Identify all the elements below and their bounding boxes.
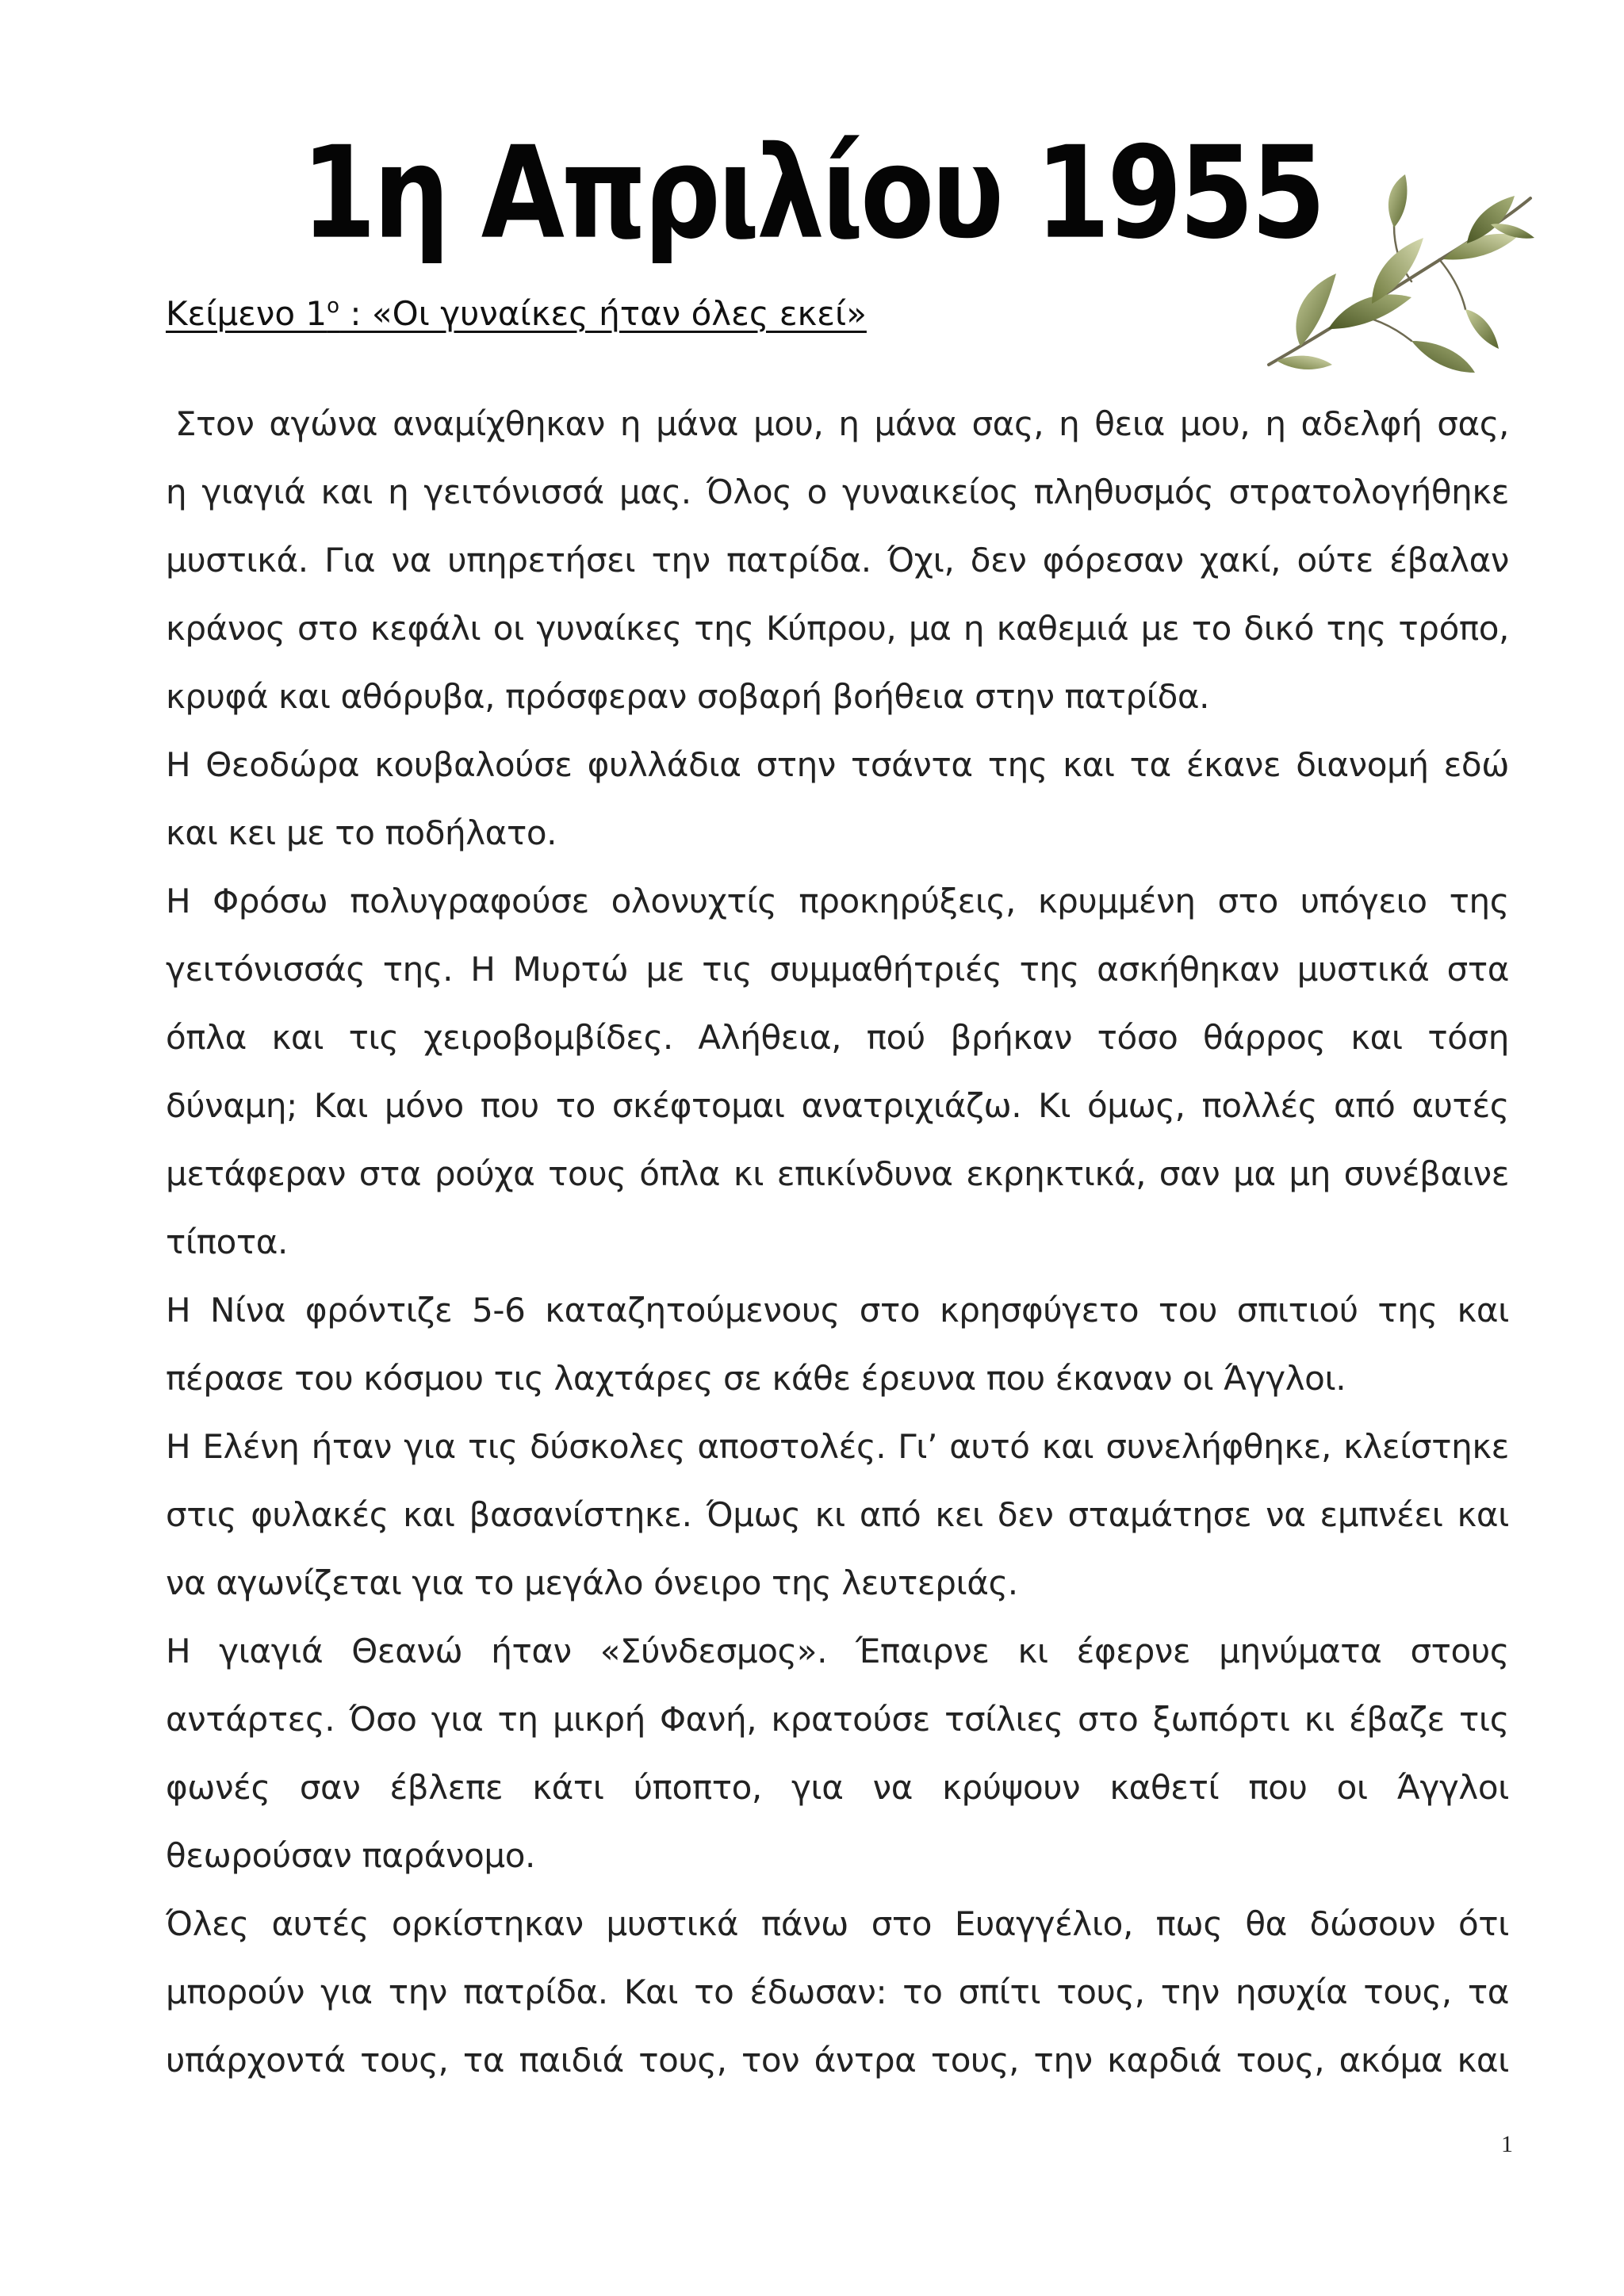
- text-heading: [166, 292, 867, 336]
- text-line: πέρασε του κόσμου τις λαχτάρες σε κάθε έρευνα που έκαναν οι Άγγλοι.: [166, 1359, 1346, 1398]
- text-line: θεωρούσαν παράνομο.: [166, 1836, 535, 1875]
- text-line: στις φυλακές και βασανίστηκε. Όμως κι από κει δεν σταμάτησε να εμπνέει και: [166, 1495, 1509, 1534]
- text-line: Η Φρόσω πολυγραφούσε ολονυχτίς προκηρύξεις, κρυμμένη στο υπόγειο της: [166, 882, 1509, 920]
- page-title: 1η Απριλίου 1955: [301, 120, 1323, 268]
- text-line: η γιαγιά και η γειτόνισσά μας. Όλος ο γυναικείος πληθυσμός στρατολογήθηκε: [166, 473, 1509, 511]
- text-line: να αγωνίζεται για το μεγάλο όνειρο της λευτεριάς.: [166, 1563, 1018, 1602]
- paragraph: [166, 1276, 1509, 1413]
- paragraph: [166, 1617, 1509, 1890]
- text-heading-prefix: Κείμενο 1: [166, 294, 327, 333]
- text-line: μυστικά. Για να υπηρετήσει την πατρίδα. Όχι, δεν φόρεσαν χακί, ούτε έβαλαν: [166, 541, 1509, 580]
- text-line: Στον αγώνα αναμίχθηκαν η μάνα μου, η μάνα σας, η θεια μου, η αδελφή σας,: [175, 404, 1509, 443]
- text-line: Όλες αυτές ορκίστηκαν μυστικά πάνω στο Ευαγγέλιο, πως θα δώσουν ότι: [166, 1904, 1509, 1943]
- text-line: γειτόνισσάς της. Η Μυρτώ με τις συμμαθήτριές της ασκήθηκαν μυστικά στα: [166, 950, 1509, 989]
- text-line: Η Θεοδώρα κουβαλούσε φυλλάδια στην τσάντα της και τα έκανε διανομή εδώ: [166, 745, 1509, 784]
- text-line: υπάρχοντά τους, τα παιδιά τους, τον άντρα τους, την καρδιά τους, ακόμα και: [166, 2041, 1509, 2080]
- paragraph: [166, 1413, 1509, 1617]
- paragraph: [166, 390, 1509, 731]
- text-heading-superscript: ο: [327, 294, 340, 318]
- text-line: τίποτα.: [166, 1223, 289, 1261]
- paragraph: [166, 867, 1509, 1276]
- text-line: δύναμη; Και μόνο που το σκέφτομαι ανατριχιάζω. Κι όμως, πολλές από αυτές: [166, 1086, 1509, 1125]
- text-line: κράνος στο κεφάλι οι γυναίκες της Κύπρου, μα η καθεμιά με το δικό της τρόπο,: [166, 609, 1509, 648]
- text-line: Η γιαγιά Θεανώ ήταν «Σύνδεσμος». Έπαιρνε κι έφερνε μηνύματα στους: [166, 1632, 1509, 1670]
- body-text: [166, 390, 1509, 2095]
- text-line: μπορούν για την πατρίδα. Και το έδωσαν: το σπίτι τους, την ησυχία τους, τα: [166, 1973, 1509, 2011]
- paragraph: [166, 731, 1509, 867]
- text-line: όπλα και τις χειροβομβίδες. Αλήθεια, πού βρήκαν τόσο θάρρος και τόση: [166, 1018, 1509, 1057]
- text-line: Η Ελένη ήταν για τις δύσκολες αποστολές. Γι’ αυτό και συνελήφθηκε, κλείστηκε: [166, 1427, 1509, 1466]
- text-line: Η Νίνα φρόντιζε 5-6 καταζητούμενους στο κρησφύγετο του σπιτιού της και: [166, 1291, 1509, 1330]
- paragraph: [166, 1890, 1509, 2095]
- text-line: φωνές σαν έβλεπε κάτι ύποπτο, για να κρύψουν καθετί που οι Άγγλοι: [166, 1768, 1509, 1807]
- text-heading-suffix: : «Οι γυναίκες ήταν όλες εκεί»: [339, 294, 867, 333]
- text-line: αντάρτες. Όσο για τη μικρή Φανή, κρατούσε τσίλιες στο ξωπόρτι κι έβαζε τις: [166, 1700, 1509, 1739]
- text-line: και κει με το ποδήλατο.: [166, 813, 557, 852]
- page-number: 1: [1501, 2131, 1513, 2157]
- text-line: κρυφά και αθόρυβα, πρόσφεραν σοβαρή βοήθεια στην πατρίδα.: [166, 677, 1210, 716]
- text-line: μετάφεραν στα ρούχα τους όπλα κι επικίνδυνα εκρηκτικά, σαν μα μη συνέβαινε: [166, 1154, 1509, 1193]
